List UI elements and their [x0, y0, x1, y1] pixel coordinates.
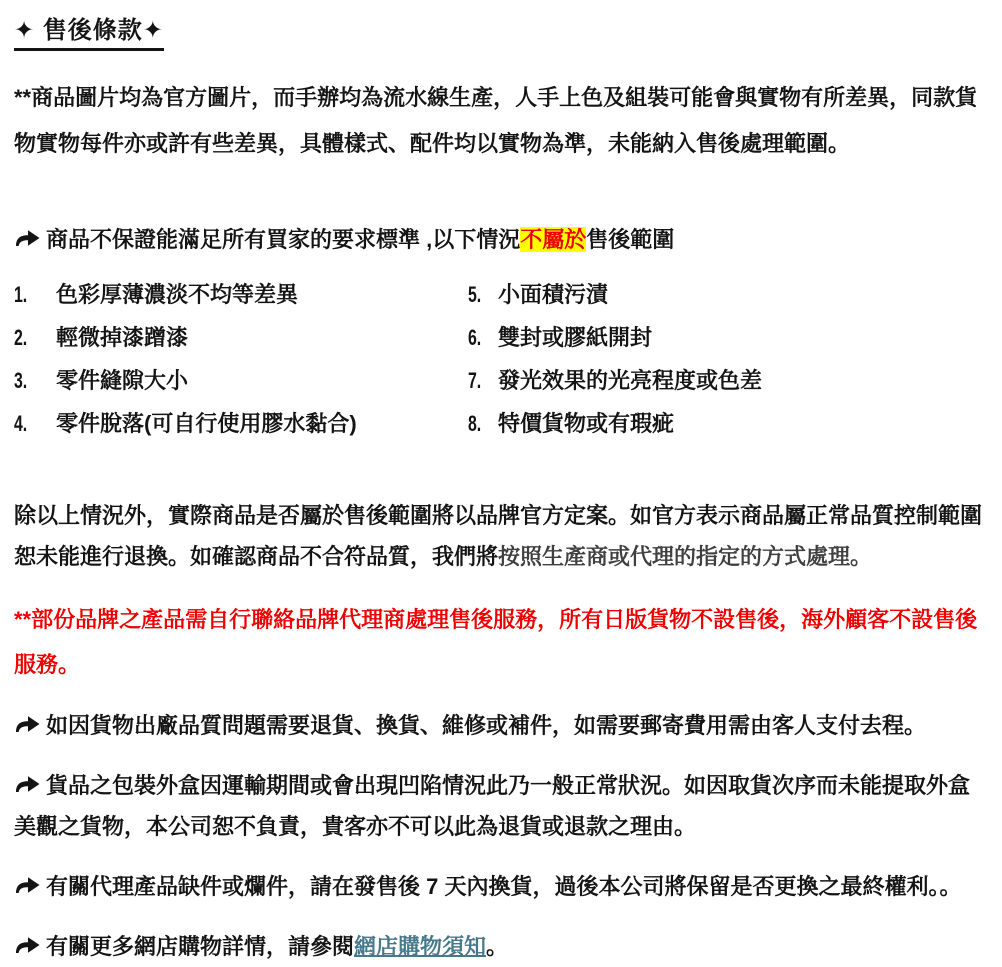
list-number: 1. [14, 282, 28, 307]
list-number: 3. [14, 368, 28, 393]
red-warning-paragraph: **部份品牌之產品需自行聯絡品牌代理商處理售後服務，所有日版貨物不設售後，海外顧客不設售後服務。 [14, 607, 978, 677]
note-text: 有關代理產品缺件或爛件，請在發售後 7 天內換貨，過後本公司將保留是否更換之最終權利。。 [46, 874, 962, 899]
list-number: 2. [14, 325, 28, 350]
curved-arrow-icon [14, 775, 41, 794]
note-text: 貨品之包裝外盒因運輸期間或會出現凹陷情況此乃一般正常狀況。如因取貨次序而未能提取外盒美觀之貨物，本公司恕不負責，貴客亦不可以此為退貨或退款之理由。 [14, 773, 971, 839]
list-text: 色彩厚薄濃淡不均等差異 [56, 282, 299, 307]
footer-suffix: 。 [486, 934, 509, 959]
note-return-shipping [14, 705, 986, 746]
list-number: 4. [14, 411, 28, 436]
decision-black: 除以上情況外，實際商品是否屬於售後範圍將以品牌官方定案。如官方表示商品屬正常品質控制範圍恕未能進行退換。如確認商品不合符品質，我們將 [14, 503, 983, 569]
list-item [466, 279, 986, 322]
curved-arrow-icon [14, 876, 41, 895]
list-number: 6. [468, 325, 482, 350]
list-item [466, 365, 986, 408]
list-text: 雙封或膠紙開封 [498, 325, 653, 350]
scope-line [14, 219, 986, 260]
curved-arrow-icon [14, 229, 41, 248]
list-number: 5. [468, 282, 482, 307]
scope-suffix: 售後範圍 [586, 227, 675, 252]
page-title: ✦ 售後條款✦ [14, 10, 164, 51]
shop-guide-link[interactable]: 網店購物須知 [354, 934, 487, 959]
footer-prefix: 有關更多網店購物詳情，請參閱 [46, 934, 355, 959]
footer-link-line [14, 926, 986, 967]
scope-prefix: 商品不保證能滿足所有買家的要求標準 ,以下情況 [46, 227, 521, 252]
note-text: 如因貨物出廠品質問題需要退貨、換貨、維修或補件，如需要郵寄費用需由客人支付去程。 [46, 713, 927, 738]
list-item [466, 322, 986, 365]
scope-highlight: 不屬於 [520, 227, 587, 252]
note-box-dent [14, 765, 986, 847]
list-text: 發光效果的光亮程度或色差 [498, 368, 763, 393]
curved-arrow-icon [14, 936, 41, 955]
exclusion-list [14, 279, 986, 451]
list-item [14, 365, 466, 408]
list-item [466, 408, 986, 451]
decision-paragraph [14, 495, 986, 577]
list-text: 零件脫落(可自行使用膠水黏合) [56, 411, 357, 436]
list-number: 8. [468, 411, 482, 436]
list-item [14, 322, 466, 365]
list-text: 特價貨物或有瑕疵 [498, 411, 675, 436]
list-text: 零件縫隙大小 [56, 368, 189, 393]
intro-paragraph: **商品圖片均為官方圖片，而手辦均為流水線生產，人手上色及組裝可能會與實物有所差異，同款貨物實物每件亦或許有些差異，具體樣式、配件均以實物為準，未能納入售後處理範圍。 [14, 85, 978, 156]
note-exchange-7days [14, 866, 986, 907]
list-item [14, 408, 466, 451]
decision-gray: 按照生產商或代理的指定的方式處理。 [498, 544, 873, 569]
list-item [14, 279, 466, 322]
list-text: 小面積污漬 [498, 282, 609, 307]
curved-arrow-icon [14, 715, 41, 734]
list-number: 7. [468, 368, 482, 393]
list-text: 輕微掉漆蹭漆 [56, 325, 189, 350]
